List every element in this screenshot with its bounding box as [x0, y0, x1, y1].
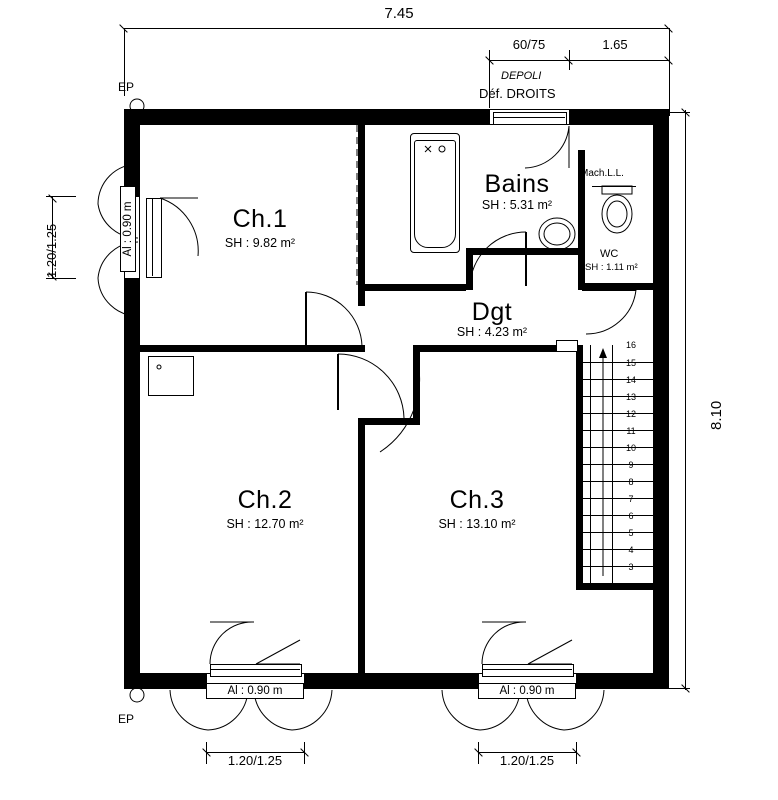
label-depoli: DEPOLI: [501, 70, 542, 82]
stair-tread-number: 12: [625, 409, 636, 419]
dim-label-total-height: 8.10: [708, 400, 725, 430]
room-area-bains: SH : 5.31 m²: [481, 198, 553, 212]
room-label-ch1: Ch.1: [232, 205, 288, 233]
label-def-droits: Déf. DROITS: [479, 86, 556, 101]
stair-tread-number: 4: [628, 545, 634, 555]
dim-line-window: [489, 60, 669, 61]
dim-label-ch2-window: 1.20/1.25: [227, 753, 283, 768]
opening-label-left: Al : 0.90 m: [120, 186, 136, 272]
dim-label-window-size: 60/75: [512, 37, 546, 52]
partition-bath-stub: [398, 284, 466, 291]
window-swing-ch3-icon: [478, 620, 578, 666]
room-area-wc: SH : 1.11 m²: [585, 262, 638, 273]
room-label-bains: Bains: [484, 170, 550, 198]
window-line: [489, 109, 490, 125]
door-ch3-icon: [366, 352, 432, 462]
window-frame-line: [493, 117, 565, 118]
window-frame-line: [210, 669, 300, 670]
room-area-ch2: SH : 12.70 m²: [226, 517, 304, 531]
stair-tread: [583, 379, 653, 380]
stair-tread: [583, 532, 653, 533]
exterior-wall-top: [124, 109, 669, 125]
dim-label-left-window: 1.20/1.25: [44, 223, 59, 278]
stair-tread-number: 9: [628, 460, 634, 470]
room-label-wc: WC: [600, 248, 619, 260]
stair-tread: [583, 515, 653, 516]
room-label-ch2: Ch.2: [237, 486, 293, 514]
stair-tread: [583, 566, 653, 567]
stair-tread: [583, 430, 653, 431]
stair-tread-number: 3: [628, 562, 634, 572]
stair-tread-number: 16: [625, 340, 636, 350]
dim-witness: [46, 196, 76, 197]
label-machine-laver: Mach.L.L.: [580, 168, 624, 179]
window-swing-ch2-icon: [206, 620, 306, 666]
dim-label-ch3-window: 1.20/1.25: [499, 753, 555, 768]
partition-ch2-ch3: [358, 418, 365, 673]
door-bains-icon: [466, 230, 536, 292]
exterior-wall-right: [653, 109, 669, 689]
door-wc-icon: [578, 288, 640, 340]
toilet-icon: [594, 186, 640, 242]
stair-tread: [583, 481, 653, 482]
stair-tread-number: 15: [625, 358, 636, 368]
opening-label-ch2: Al : 0.90 m: [206, 683, 304, 699]
dim-line-total-height: [685, 110, 686, 690]
bathtub-drain-icon: [424, 143, 448, 157]
radiator-icon: [556, 340, 578, 352]
sink-icon: [536, 214, 578, 254]
dim-witness: [569, 50, 570, 70]
window-line: [569, 109, 570, 125]
stair-tread: [583, 498, 653, 499]
stair-tread: [583, 549, 653, 550]
closet-ch1-detail-icon: [152, 360, 166, 374]
window-line: [304, 673, 305, 689]
stair-tread-number: 10: [625, 443, 636, 453]
stair-tread: [583, 362, 653, 363]
window-swing-left-icon: [140, 196, 200, 282]
partition-stair-bottom: [576, 583, 653, 590]
stair-tread: [583, 396, 653, 397]
stair-stringer: [590, 345, 591, 583]
dim-label-165: 1.65: [602, 37, 628, 52]
stair-tread-number: 5: [628, 528, 634, 538]
dim-label-total-width: 7.45: [384, 5, 414, 22]
stair-tread: [583, 413, 653, 414]
window-line: [576, 673, 577, 689]
room-area-dgt: SH : 4.23 m²: [456, 325, 528, 339]
stair-tread-number: 6: [628, 511, 634, 521]
room-area-ch1: SH : 9.82 m²: [224, 236, 296, 250]
stair-tread: [583, 447, 653, 448]
opening-label-ch3: Al : 0.90 m: [478, 683, 576, 699]
room-label-ch3: Ch.3: [449, 486, 505, 514]
label-ep-bottom: EP: [118, 712, 135, 726]
stair-direction-arrow-icon: [596, 348, 610, 578]
dim-witness: [669, 28, 670, 116]
stair-tread-number: 7: [628, 494, 634, 504]
partition-stair-left: [576, 345, 583, 590]
room-area-ch3: SH : 13.10 m²: [438, 517, 516, 531]
label-ep-top: EP: [118, 80, 135, 94]
window-frame-line: [482, 669, 572, 670]
door-ch1-icon: [300, 290, 370, 352]
stair-stringer: [612, 345, 613, 583]
stair-tread-number: 8: [628, 477, 634, 487]
stair-tread-number: 13: [625, 392, 636, 402]
stair-tread: [583, 464, 653, 465]
stair-tread-number: 14: [625, 375, 636, 385]
closet-dashed-line: [356, 125, 360, 285]
room-label-dgt: Dgt: [471, 298, 513, 326]
window-swing-bains-icon: [489, 124, 573, 174]
dim-witness: [46, 278, 76, 279]
stair-tread-number: 11: [626, 426, 636, 436]
dim-line-total-width: [124, 28, 669, 29]
